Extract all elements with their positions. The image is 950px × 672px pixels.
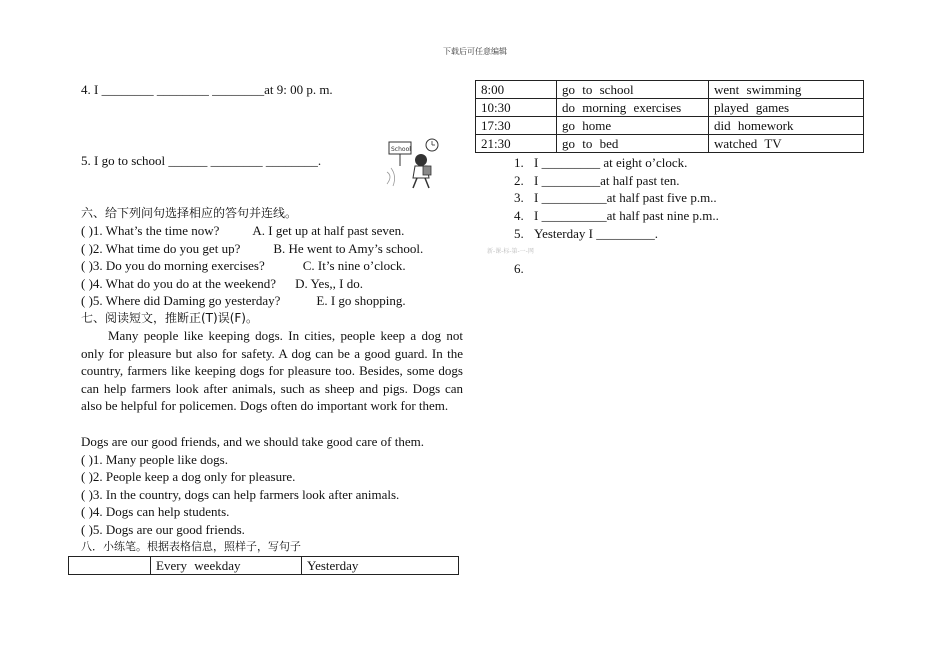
yesterday-cell: went swimming <box>709 81 864 99</box>
header-cell-weekday: Every weekday <box>151 557 302 575</box>
school-sign-text: School <box>391 146 411 153</box>
s6-question-3: ( )3. Do you do morning exercises? C. It’s nine o’clock. <box>81 258 406 273</box>
sentence-2: 2. I _________at half past ten. <box>514 173 680 188</box>
header-cell-yesterday: Yesterday <box>302 557 459 575</box>
s6-question-2: ( )2. What time do you get up? B. He went to Amy’s school. <box>81 241 424 256</box>
s6-question-5: ( )5. Where did Daming go yesterday? E. I go shopping. <box>81 293 406 308</box>
s7-statement-4: ( )4. Dogs can help students. <box>81 504 230 519</box>
sentence-6: 6. <box>514 261 524 276</box>
passage-closing: Dogs are our good friends, and we should take good care of them. <box>81 434 424 449</box>
weekday-cell: do morning exercises <box>557 99 709 117</box>
table-row <box>476 81 864 99</box>
header-cell-empty <box>69 557 151 575</box>
weekday-cell: go to bed <box>557 135 709 153</box>
sentence-1: 1. I _________ at eight o’clock. <box>514 155 688 170</box>
question-5: 5. I go to school ______ ________ ________. <box>81 153 322 168</box>
boy-school-illustration <box>383 136 443 192</box>
schedule-table <box>475 80 864 153</box>
time-cell: 21:30 <box>476 135 557 153</box>
sentence-5: 5. Yesterday I _________. <box>514 226 658 241</box>
time-cell: 8:00 <box>476 81 557 99</box>
yesterday-cell: watched TV <box>709 135 864 153</box>
yesterday-cell: played games <box>709 99 864 117</box>
watermark: 新-课-标-第-一-网 <box>487 248 534 255</box>
weekday-cell: go home <box>557 117 709 135</box>
sentence-4: 4. I __________at half past nine p.m.. <box>514 208 719 223</box>
s6-question-4: ( )4. What do you do at the weekend? D. Yes,, I do. <box>81 276 363 291</box>
weekday-cell: go to school <box>557 81 709 99</box>
yesterday-cell: did homework <box>709 117 864 135</box>
schedule-table-header <box>68 556 459 575</box>
section-6-title: 六、给下列问句选择相应的答句并连线。 <box>81 206 298 220</box>
section-8-title: 八．小练笔。根据表格信息，照样子，写句子 <box>81 540 301 553</box>
question-4: 4. I ________ ________ ________at 9: 00 p. m. <box>81 82 333 97</box>
time-cell: 10:30 <box>476 99 557 117</box>
section-7-title: 七、阅读短文，推断正(T)误(F)。 <box>81 311 258 325</box>
s6-question-1: ( )1. What’s the time now? A. I get up at half past seven. <box>81 223 405 238</box>
time-cell: 17:30 <box>476 117 557 135</box>
s7-statement-1: ( )1. Many people like dogs. <box>81 452 228 467</box>
s7-statement-5: ( )5. Dogs are our good friends. <box>81 522 245 537</box>
sentence-3: 3. I __________at half past five p.m.. <box>514 190 717 205</box>
s7-statement-3: ( )3. In the country, dogs can help farmers look after animals. <box>81 487 400 502</box>
table-row <box>476 117 864 135</box>
table-row <box>476 99 864 117</box>
s7-statement-2: ( )2. People keep a dog only for pleasure. <box>81 469 296 484</box>
table-row <box>476 135 864 153</box>
reading-passage: Many people like keeping dogs. In cities, people keep a dog not only for pleasure but also for safety. A dog can be a good guard. In the country, farmers like keeping dogs for pleasure too. Besides, some dogs can help farmers look after animals, such as sheep and pigs. Dogs can also be helpful for policemen. Dogs often do important work for them. <box>81 328 463 413</box>
page-header: 下载后可任意编辑 <box>443 47 507 56</box>
